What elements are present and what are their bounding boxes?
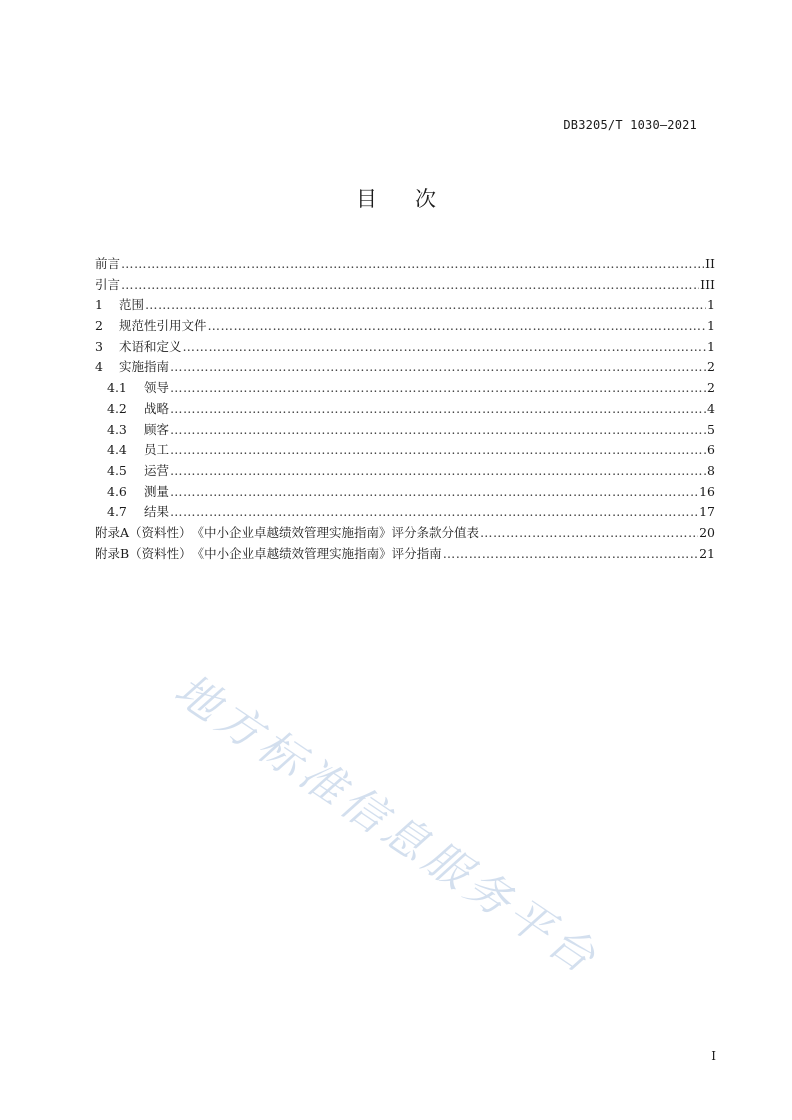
toc-entry-number: 4.3 (107, 421, 127, 437)
toc-entry-text: 规范性引用文件 (119, 318, 207, 334)
table-of-contents (95, 254, 715, 564)
toc-entry-label (107, 420, 169, 438)
toc-entry-number: 4.2 (107, 400, 127, 416)
toc-entry-label (95, 523, 479, 541)
document-code: DB3205/T 1030—2021 (563, 118, 697, 132)
toc-entry-number: 4.5 (107, 462, 127, 478)
toc-entry[interactable] (95, 482, 715, 503)
toc-entry-page: III (700, 276, 715, 292)
toc-entry-page: 2 (707, 359, 715, 375)
toc-entry-page: 8 (707, 462, 715, 478)
toc-entry-text: 测量 (144, 483, 170, 499)
page-number: I (711, 1049, 716, 1063)
toc-entry-page: 5 (707, 421, 715, 437)
toc-entry-text: 员工 (144, 442, 170, 458)
toc-leader-dots (170, 401, 706, 416)
toc-leader-dots (443, 546, 698, 561)
toc-leader-dots (121, 256, 704, 271)
toc-entry-text: 引言 (95, 276, 121, 292)
toc-entry-label (95, 254, 120, 272)
toc-entry-number: 4.7 (107, 504, 127, 520)
toc-entry-page: 21 (699, 545, 715, 561)
toc-entry-number: 4.4 (107, 442, 127, 458)
toc-entry-text: 实施指南 (119, 359, 170, 375)
title-char-1: 目 (356, 187, 377, 211)
toc-entry[interactable] (95, 544, 715, 565)
watermark: 地方标准信息服务平台 (165, 664, 609, 986)
toc-entry-label (95, 357, 169, 375)
toc-leader-dots (170, 380, 706, 395)
toc-entry-number: 1 (95, 297, 103, 313)
toc-entry[interactable] (95, 399, 715, 420)
toc-leader-dots (145, 297, 706, 312)
toc-leader-dots (170, 463, 706, 478)
toc-entry-label (107, 502, 169, 520)
toc-entry-text: 术语和定义 (119, 338, 182, 354)
toc-entry[interactable] (95, 461, 715, 482)
toc-leader-dots (121, 277, 699, 292)
toc-leader-dots (170, 359, 706, 374)
title-char-2: 次 (415, 187, 436, 211)
toc-entry-page: 6 (707, 442, 715, 458)
toc-entry[interactable] (95, 523, 715, 544)
toc-entry-label (95, 275, 120, 293)
toc-entry[interactable] (95, 275, 715, 296)
toc-entry-label (95, 544, 442, 562)
toc-entry-text: 结果 (144, 504, 170, 520)
toc-leader-dots (170, 484, 698, 499)
toc-entry-text: 附录B（资料性） 《中小企业卓越绩效管理实施指南》评分指南 (95, 545, 442, 561)
toc-entry-label (95, 337, 182, 355)
toc-entry-page: 17 (699, 504, 715, 520)
toc-leader-dots (208, 318, 706, 333)
toc-leader-dots (170, 442, 706, 457)
toc-entry-text: 领导 (144, 380, 170, 396)
toc-entry-text: 运营 (144, 462, 170, 478)
toc-entry-number: 4 (95, 359, 103, 375)
toc-entry[interactable] (95, 316, 715, 337)
toc-leader-dots (480, 525, 698, 540)
toc-entry-label (107, 482, 169, 500)
toc-entry-label (95, 295, 144, 313)
toc-entry-number: 4.1 (107, 380, 127, 396)
toc-entry-text: 战略 (144, 400, 170, 416)
toc-entry[interactable] (95, 254, 715, 275)
toc-entry-text: 前言 (95, 256, 121, 271)
toc-entry-label (95, 316, 207, 334)
toc-entry-page: 2 (707, 380, 715, 396)
toc-leader-dots (170, 422, 706, 437)
toc-entry[interactable] (95, 502, 715, 523)
toc-entry-text: 顾客 (144, 421, 170, 437)
toc-entry-number: 2 (95, 318, 103, 334)
page-title (0, 183, 792, 213)
toc-entry-page: II (705, 256, 715, 271)
toc-entry-text: 附录A（资料性） 《中小企业卓越绩效管理实施指南》评分条款分值表 (95, 524, 480, 540)
toc-entry-number: 3 (95, 338, 103, 354)
toc-entry[interactable] (95, 440, 715, 461)
toc-entry-page: 1 (707, 318, 715, 334)
toc-entry-label (107, 399, 169, 417)
toc-entry-label (107, 461, 169, 479)
toc-entry-label (107, 378, 169, 396)
toc-entry-page: 1 (707, 338, 715, 354)
toc-entry-page: 1 (707, 297, 715, 313)
toc-entry-page: 20 (699, 524, 715, 540)
toc-entry-page: 4 (707, 400, 715, 416)
toc-leader-dots (170, 504, 698, 519)
toc-entry[interactable] (95, 357, 715, 378)
toc-entry-label (107, 440, 169, 458)
toc-entry[interactable] (95, 337, 715, 358)
toc-entry[interactable] (95, 378, 715, 399)
toc-entry-text: 范围 (119, 297, 145, 313)
toc-entry-number: 4.6 (107, 483, 127, 499)
toc-entry[interactable] (95, 420, 715, 441)
toc-leader-dots (183, 339, 706, 354)
toc-entry-page: 16 (699, 483, 715, 499)
toc-entry[interactable] (95, 295, 715, 316)
